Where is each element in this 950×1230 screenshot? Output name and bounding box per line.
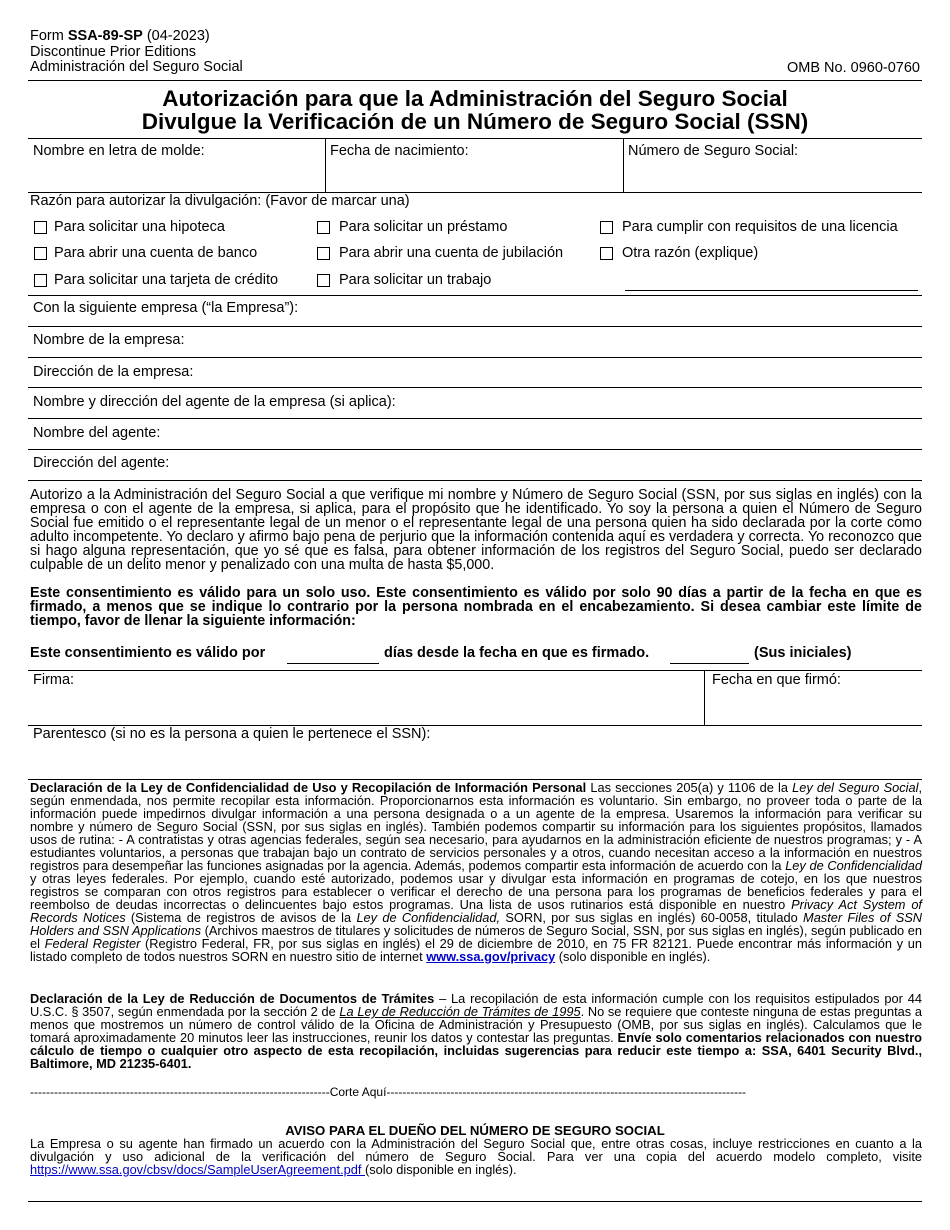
option-label: Para solicitar un préstamo <box>339 219 508 235</box>
validity-days-input[interactable] <box>287 649 379 664</box>
notice-heading: AVISO PARA EL DUEÑO DEL NÚMERO DE SEGURO SOCIAL <box>285 1123 665 1138</box>
company-intro: Con la siguiente empresa (“la Empresa”): <box>33 300 299 316</box>
company-name-field[interactable]: Nombre de la empresa: <box>33 332 185 348</box>
checkbox-mortgage[interactable] <box>34 221 47 234</box>
option-label: Otra razón (explique) <box>622 245 759 261</box>
company-address-field[interactable]: Dirección de la empresa: <box>33 364 194 380</box>
cut-line: ---------------------------------------------------------------------------Corte Aquí------------------------------------------------------------------------------------------ <box>30 1085 747 1099</box>
divider <box>28 418 922 419</box>
privacy-link[interactable]: www.ssa.gov/privacy <box>426 949 556 964</box>
validity-label: Este consentimiento es válido por <box>30 645 266 661</box>
name-print-field[interactable]: Nombre en letra de molde: <box>33 143 205 159</box>
reason-prompt: Razón para autorizar la divulgación: (Favor de marcar una) <box>30 193 410 209</box>
checkbox-other-reason[interactable] <box>600 247 613 260</box>
divider <box>623 138 624 192</box>
discontinue-note: Discontinue Prior Editions <box>30 43 197 60</box>
divider <box>325 138 326 192</box>
option-label: Para solicitar un trabajo <box>339 272 492 288</box>
checkbox-credit-card[interactable] <box>34 274 47 287</box>
checkbox-license[interactable] <box>600 221 613 234</box>
consent-statement: Este consentimiento es válido para un solo uso. Este consentimiento es válido por solo 90 días a partir de la fecha en que es firmado, a menos que se indique lo contrario por la persona nombrada en el encabezamiento. Si desea cambiar este límite de tiempo, favor de llenar la siguiente información: <box>30 585 922 629</box>
form-id: Form SSA-89-SP (04-2023) <box>30 28 210 44</box>
authorization-statement: Autorizo a la Administración del Seguro Social a que verifique mi nombre y Número de Seguro Social (SSN, por sus siglas en inglés) con la empresa o con el agente de la empresa, si aplica, para el propósito que he identificado. Yo soy la persona a quien el Número de Seguro Social fue emitido o el representante legal de un menor o el representante legal de una persona quien ha sido declarada por la corte como adulto incompetente. Yo declaro y afirmo bajo pena de perjurio que la información contenida aquí es verdadera y correcta. Yo reconozco que si hago alguna representación, que yo sé que es falsa, para obtener información de los registros del Seguro Social, puedo ser declarado culpable de un delito menor y penalizado con una multa de hasta $5,000. <box>30 487 922 573</box>
option-label: Para solicitar una tarjeta de crédito <box>54 272 279 288</box>
initials-input[interactable] <box>670 649 749 664</box>
initials-label: (Sus iniciales) <box>754 645 852 661</box>
divider <box>28 1201 922 1202</box>
relationship-field[interactable]: Parentesco (si no es la persona a quien le pertenece el SSN): <box>33 726 431 742</box>
divider <box>28 387 922 388</box>
option-label: Para abrir una cuenta de jubilación <box>339 245 564 261</box>
agent-name-field[interactable]: Nombre del agente: <box>33 425 161 441</box>
form-header <box>30 29 243 76</box>
divider <box>28 138 922 139</box>
divider <box>28 80 922 81</box>
divider <box>28 480 922 481</box>
other-reason-input[interactable] <box>625 276 918 291</box>
divider <box>704 670 705 725</box>
ssn-field[interactable]: Número de Seguro Social: <box>628 143 799 159</box>
paperwork-reduction-statement: Declaración de la Ley de Reducción de Documentos de Trámites – La recopilación de esta información cumple con los requisitos estipulados por 44 U.S.C. § 3507, según enmendada por la sección 2 de La Ley de Reducción de Trámites de 1995. No se requiere que conteste ninguna de estas preguntas a menos que mostremos un número de control válido de la Oficina de Administración y Presupuesto (OMB, por sus siglas en inglés). Calculamos que le tomará aproximadamente 20 minutos leer las instrucciones, reunir los datos y contestar las preguntas. Envíe solo comentarios relacionados con nuestro cálculo de tiempo o cualquier otro aspecto de esta recopilación, incluidas sugerencias para reducir este tiempo a: SSA, 6401 Security Blvd., Baltimore, MD 21235-6401. <box>30 991 922 1071</box>
notice-text: La Empresa o su agente han firmado un acuerdo con la Administración del Seguro Social que, entre otras cosas, incluye restricciones en cuanto a la divulgación y uso adicional de la verificación del número de Seguro Social. Para ver una copia del acuerdo modelo completo, visite https://www.ssa.gov/cbsv/docs/SampleUserAgreement.pdf (solo disponible en inglés). <box>30 1136 922 1177</box>
divider <box>28 295 922 296</box>
form-title: Autorización para que la Administración del Seguro Social Divulgue la Verificación de un Número de Seguro Social (SSN) <box>141 86 809 134</box>
checkbox-bank-account[interactable] <box>34 247 47 260</box>
option-label: Para cumplir con requisitos de una licencia <box>622 219 898 235</box>
omb-number: OMB No. 0960-0760 <box>787 60 920 76</box>
checkbox-retirement-account[interactable] <box>317 247 330 260</box>
agent-address-field[interactable]: Dirección del agente: <box>33 455 170 471</box>
option-label: Para abrir una cuenta de banco <box>54 245 258 261</box>
form-number: SSA-89-SP <box>67 28 143 44</box>
agent-name-address-label: Nombre y dirección del agente de la empresa (si aplica): <box>33 394 396 410</box>
signature-field[interactable]: Firma: <box>33 672 75 688</box>
divider <box>28 326 922 327</box>
validity-days-label: días desde la fecha en que es firmado. <box>384 645 650 661</box>
sample-agreement-link[interactable]: https://www.ssa.gov/cbsv/docs/SampleUserAgreement.pdf <box>30 1162 365 1177</box>
divider <box>28 449 922 450</box>
divider <box>28 670 922 671</box>
checkbox-job[interactable] <box>317 274 330 287</box>
divider <box>28 357 922 358</box>
date-signed-field[interactable]: Fecha en que firmó: <box>712 672 841 688</box>
agency-name: Administración del Seguro Social <box>30 59 243 75</box>
privacy-act-statement: Declaración de la Ley de Confidencialidad de Uso y Recopilación de Información Personal Las secciones 205(a) y 1106 de la Ley del Seguro Social, según enmendada, nos permite recopilar esta información. Proporcionarnos esta información es voluntario. Sin embargo, no proveer toda o parte de la información puede impedirnos divulgar información a una persona designada o a un agente de la empresa. Usaremos la información para verificar su nombre y número de Seguro Social (SSN, por sus siglas en inglés). También podemos compartir su información para los siguientes propósitos, llamados usos de rutina: - A contratistas y otras agencias federales, según sea necesario, para ayudarnos en la administración eficiente de nuestros programas; y - A estudiantes voluntarios, a personas que trabajan bajo un contrato de servicios personales y a otros, cuando necesitan acceso a la información en nuestros registros para desempeñar las funciones asignadas por la agencia. Además, podemos compartir esta información de acuerdo con la Ley de Confidencialidad y otras leyes federales. Por ejemplo, cuando esté autorizado, podemos usar y divulgar esta información en programas de cotejo, en los que nuestros registros se comparan con otros registros para establecer o verificar el derecho de una persona para los programas de beneficios federales y para el reembolso de deudas incorrectas o delincuentes bajo estos programas. Una lista de usos rutinarios está disponible en nuestro Privacy Act System of Records Notices (Sistema de registros de avisos de la Ley de Confidencialidad, SORN, por sus siglas en inglés) 60-0058, titulado Master Files of SSN Holders and SSN Applications (Archivos maestros de titulares y solicitudes de números de Seguro Social, SSN, por sus siglas en inglés), según publicado en el Federal Register (Registro Federal, FR, por sus siglas en inglés) el 29 de diciembre de 2010, en 75 FR 82121. Puede encontrar más información y un listado completo de todos nuestros SORN en nuestro sitio de internet www.ssa.gov/privacy (solo disponible en inglés). <box>30 780 923 964</box>
checkbox-loan[interactable] <box>317 221 330 234</box>
date-of-birth-field[interactable]: Fecha de nacimiento: <box>330 143 469 159</box>
option-label: Para solicitar una hipoteca <box>54 219 225 235</box>
